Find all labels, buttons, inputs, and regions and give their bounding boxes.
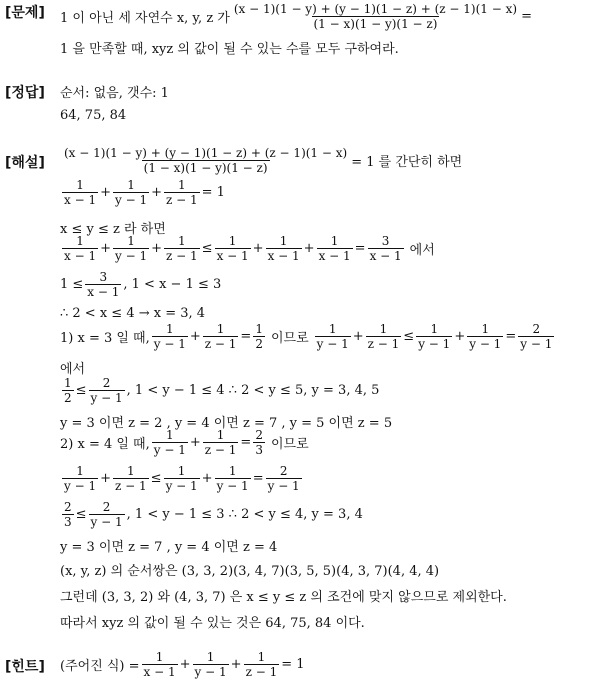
fraction: [62, 500, 74, 529]
math-term: 이므로: [270, 437, 309, 452]
math-term: 1: [430, 322, 439, 336]
math-term: z − 1: [166, 193, 198, 207]
math-term: 1: [178, 178, 186, 192]
math-term: y − 1: [64, 479, 97, 493]
math-term: 2: [102, 500, 111, 514]
math-term: x − 1: [64, 193, 97, 207]
solution-tag: [해설]: [5, 155, 45, 171]
math-term: y − 1: [469, 337, 502, 351]
solution-line-17: 따라서 xyz 의 값이 될 수 있는 것은 64, 75, 84 이다.: [60, 616, 365, 631]
math-term: (x − 1)(1 − y) + (y − 1)(1 − z) + (z − 1)(1 − x): [233, 2, 518, 16]
math-term: 1: [64, 376, 72, 390]
math-term: 1: [328, 322, 337, 336]
math-term: ≤: [403, 329, 415, 344]
math-term: 1: [155, 650, 164, 664]
solution-line-5: [60, 270, 221, 299]
math-term: 3: [64, 515, 72, 529]
fraction: [368, 234, 404, 263]
fraction: [253, 428, 265, 457]
solution-line-13: [60, 500, 363, 529]
problem-line2: 1 을 만족할 때, xyz 의 값이 될 수 있는 수를 모두 구하여라.: [60, 42, 399, 57]
math-term: 1: [330, 234, 339, 248]
fraction: [266, 234, 302, 263]
solution-line-6: ∴ 2 < x ≤ 4 → x = 3, 4: [60, 306, 206, 321]
math-term: 1: [228, 464, 237, 478]
solution-line-16: 그런데 (3, 3, 2) 와 (4, 3, 7) 은 x ≤ y ≤ z 의 조건에 맞지 않으므로 제외한다.: [60, 590, 507, 605]
math-term: 1: [165, 428, 174, 442]
fraction: [193, 650, 229, 679]
fraction: [317, 234, 353, 263]
fraction: [113, 178, 149, 207]
math-term: +: [151, 241, 163, 256]
solution-line-4: [60, 234, 435, 263]
math-term: 1: [76, 178, 84, 192]
math-term: +: [189, 329, 201, 344]
math-term: 1: [165, 322, 174, 336]
math-term: ≤: [75, 383, 87, 398]
hint-tag: [힌트]: [5, 659, 45, 675]
fraction: [164, 464, 200, 493]
math-term: 2: [64, 391, 72, 405]
math-term: x − 1: [369, 249, 402, 263]
problem-fraction: [232, 2, 519, 31]
fraction: [62, 464, 98, 493]
solution-line-3: x ≤ y ≤ z 라 하면: [60, 222, 166, 237]
fraction: [89, 500, 125, 529]
math-term: = 1 를 간단히 하면: [351, 155, 463, 170]
math-term: 1) x = 3 일 때,: [60, 331, 150, 346]
math-term: 1: [228, 234, 237, 248]
math-term: x − 1: [216, 249, 249, 263]
math-term: y − 1: [267, 479, 300, 493]
fraction: [152, 428, 188, 457]
fraction: [164, 234, 200, 263]
math-term: y − 1: [115, 249, 148, 263]
math-term: x − 1: [143, 665, 176, 679]
math-term: = 1: [281, 657, 305, 672]
math-term: y − 1: [418, 337, 451, 351]
math-term: +: [100, 241, 111, 256]
math-term: +: [151, 185, 163, 200]
math-term: 2: [532, 322, 541, 336]
math-term: 1: [379, 322, 388, 336]
math-term: z − 1: [245, 665, 278, 679]
math-term: , 1 < y − 1 ≤ 4 ∴ 2 < y ≤ 5, y = 3, 4, 5: [126, 383, 380, 398]
solution-line-10: y = 3 이면 z = 2 , y = 4 이면 z = 7 , y = 5 이면 z = 5: [60, 416, 393, 431]
fraction: [366, 322, 402, 351]
math-term: 이므로: [270, 331, 309, 346]
solution-line-7: [60, 322, 556, 351]
math-term: z − 1: [367, 337, 400, 351]
solution-line-9: [60, 376, 379, 405]
math-term: 1: [178, 234, 186, 248]
math-term: +: [252, 241, 264, 256]
math-term: +: [100, 185, 111, 200]
fraction: [62, 178, 98, 207]
math-term: = 1: [201, 185, 225, 200]
fraction: [416, 322, 452, 351]
hint-line: [60, 650, 305, 679]
fraction: [152, 322, 188, 351]
math-term: x − 1: [87, 285, 120, 299]
math-term: y − 1: [115, 193, 148, 207]
math-term: +: [179, 657, 191, 672]
math-term: 3: [255, 443, 263, 457]
math-term: 에서: [409, 243, 435, 258]
fraction: [89, 376, 125, 405]
math-term: 3: [99, 270, 108, 284]
math-term: y − 1: [153, 337, 186, 351]
math-term: +: [189, 435, 201, 450]
solution-line-8: 에서: [60, 362, 86, 377]
math-term: 1: [481, 322, 490, 336]
math-term: x − 1: [318, 249, 351, 263]
fraction: [253, 322, 265, 351]
fraction: [203, 428, 239, 457]
math-term: =: [240, 435, 252, 450]
solution-line-12: [60, 464, 304, 493]
fraction: [518, 322, 554, 351]
math-term: z − 1: [204, 337, 237, 351]
fraction: [215, 234, 251, 263]
solution-line-1: [60, 146, 462, 175]
math-term: y − 1: [90, 515, 123, 529]
math-term: 2: [102, 376, 111, 390]
math-term: z − 1: [204, 443, 237, 457]
math-term: (1 − x)(1 − y)(1 − z): [143, 161, 268, 175]
math-term: y − 1: [90, 391, 123, 405]
solution-line-2: [60, 178, 225, 207]
answer-meta: 순서: 없음, 갯수: 1: [60, 86, 169, 101]
math-term: =: [252, 471, 264, 486]
math-term: y − 1: [216, 479, 249, 493]
math-term: y − 1: [520, 337, 553, 351]
math-term: z − 1: [115, 479, 147, 493]
math-term: y − 1: [194, 665, 227, 679]
math-term: y − 1: [153, 443, 186, 457]
math-term: 1: [76, 234, 84, 248]
problem-line1: 1 이 아닌 세 자연수 x, y, z 가: [60, 11, 230, 26]
answer-value: 64, 75, 84: [60, 108, 127, 123]
math-term: , 1 < x − 1 ≤ 3: [123, 277, 222, 292]
math-term: 2) x = 4 일 때,: [60, 437, 150, 452]
math-term: =: [240, 329, 252, 344]
math-term: 2: [279, 464, 288, 478]
problem-tag: [문제]: [5, 5, 45, 21]
math-term: 1: [216, 428, 225, 442]
fraction: [62, 234, 98, 263]
fraction: [215, 464, 251, 493]
math-term: 1 ≤: [60, 277, 84, 292]
math-term: +: [352, 329, 364, 344]
solution-line-15: (x, y, z) 의 순서쌍은 (3, 3, 2)(3, 4, 7)(3, 5, 5)(4, 3, 7)(4, 4, 4): [60, 564, 440, 579]
math-term: 1: [127, 178, 135, 192]
fraction: [315, 322, 351, 351]
math-term: ≤: [75, 507, 87, 522]
math-term: 1: [279, 234, 288, 248]
fraction: [266, 464, 302, 493]
math-term: 3: [381, 234, 390, 248]
math-term: 1: [216, 322, 225, 336]
fraction: [467, 322, 503, 351]
math-term: ≤: [150, 471, 162, 486]
math-term: 1: [257, 650, 266, 664]
answer-tag: [정답]: [5, 85, 45, 101]
math-term: (주어진 식) =: [60, 659, 140, 674]
fraction: [113, 234, 149, 263]
math-term: 1: [255, 322, 263, 336]
math-term: x − 1: [267, 249, 300, 263]
math-term: +: [230, 657, 242, 672]
math-term: +: [201, 471, 213, 486]
math-term: x − 1: [64, 249, 97, 263]
math-term: 2: [255, 337, 263, 351]
math-term: 1: [127, 464, 135, 478]
math-term: 2: [64, 500, 72, 514]
math-term: =: [354, 241, 366, 256]
fraction: [62, 146, 349, 175]
fraction: [85, 270, 121, 299]
math-term: +: [100, 471, 112, 486]
fraction: [164, 178, 200, 207]
fraction: [62, 376, 74, 405]
solution-line-11: [60, 428, 309, 457]
math-term: 1: [206, 650, 215, 664]
math-term: (x − 1)(1 − y) + (y − 1)(1 − z) + (z − 1)(1 − x): [64, 146, 348, 160]
math-term: =: [505, 329, 517, 344]
math-term: ≤: [201, 241, 213, 256]
math-term: +: [454, 329, 466, 344]
math-term: (1 − x)(1 − y)(1 − z): [313, 17, 438, 31]
solution-line-14: y = 3 이면 z = 7 , y = 4 이면 z = 4: [60, 540, 278, 555]
fraction: [244, 650, 280, 679]
math-term: z − 1: [166, 249, 198, 263]
math-term: , 1 < y − 1 ≤ 3 ∴ 2 < y ≤ 4, y = 3, 4: [126, 507, 363, 522]
math-term: y − 1: [316, 337, 349, 351]
math-term: 2: [255, 428, 263, 442]
math-term: y − 1: [165, 479, 198, 493]
fraction: [203, 322, 239, 351]
math-term: 1: [177, 464, 186, 478]
fraction: [142, 650, 178, 679]
fraction: [113, 464, 149, 493]
math-term: +: [303, 241, 315, 256]
math-term: 1: [127, 234, 135, 248]
math-term: 1: [76, 464, 84, 478]
math-term: =: [521, 9, 532, 24]
